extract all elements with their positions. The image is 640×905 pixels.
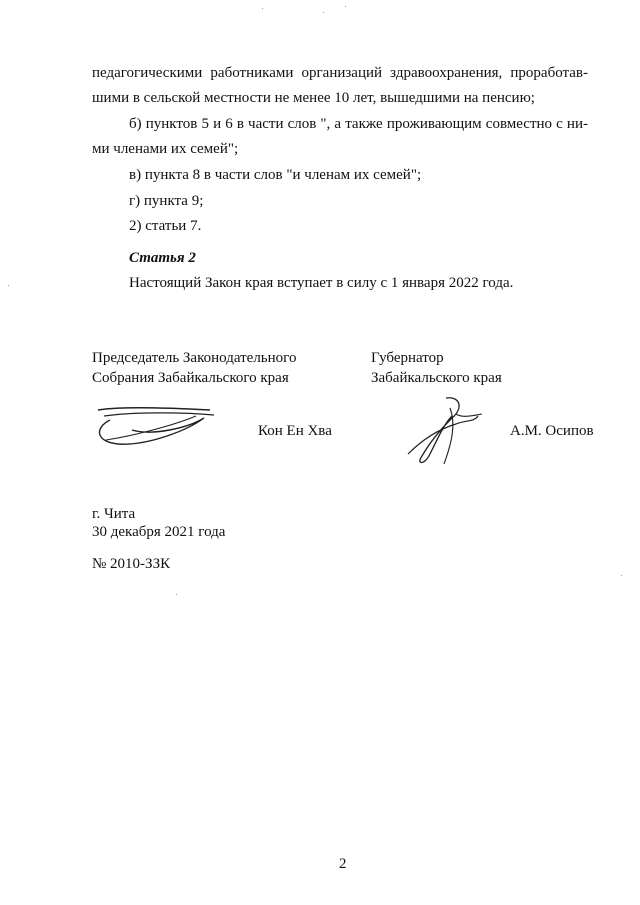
left-signatory-title: Председатель Законодательного bbox=[92, 350, 297, 366]
paragraph-line: педагогическими работниками организаций здравоохранения, проработав- bbox=[92, 65, 588, 81]
article-text: Настоящий Закон края вступает в силу с 1 января 2022 года. bbox=[129, 275, 514, 291]
paragraph-line: в) пункта 8 в части слов "и членам их семей"; bbox=[129, 167, 422, 183]
city: г. Чита bbox=[92, 506, 136, 522]
right-signatory-name: А.М. Осипов bbox=[510, 423, 594, 439]
paragraph-line: б) пунктов 5 и 6 в части слов ", а также проживающим совместно с ни- bbox=[129, 116, 588, 132]
scan-speck bbox=[176, 594, 177, 595]
left-signature bbox=[92, 400, 222, 460]
article-heading: Статья 2 bbox=[129, 250, 196, 266]
right-signature bbox=[400, 394, 490, 474]
paragraph-line: ми членами их семей"; bbox=[92, 141, 239, 157]
scan-speck bbox=[262, 8, 263, 9]
paragraph-line: шими в сельской местности не менее 10 лет, вышедшими на пенсию; bbox=[92, 90, 535, 106]
paragraph-line: г) пункта 9; bbox=[129, 193, 204, 209]
scan-speck bbox=[8, 285, 9, 286]
left-signatory-name: Кон Ен Хва bbox=[258, 423, 332, 439]
page-number: 2 bbox=[339, 856, 347, 872]
document-date: 30 декабря 2021 года bbox=[92, 524, 226, 540]
right-signatory-title: Забайкальского края bbox=[371, 370, 502, 386]
right-signatory-title: Губернатор bbox=[371, 350, 444, 366]
scan-speck bbox=[345, 6, 346, 7]
scan-speck bbox=[323, 12, 324, 13]
left-signatory-title: Собрания Забайкальского края bbox=[92, 370, 289, 386]
paragraph-line: 2) статьи 7. bbox=[129, 218, 202, 234]
document-number: № 2010-ЗЗК bbox=[92, 556, 171, 572]
scan-speck bbox=[621, 575, 622, 576]
